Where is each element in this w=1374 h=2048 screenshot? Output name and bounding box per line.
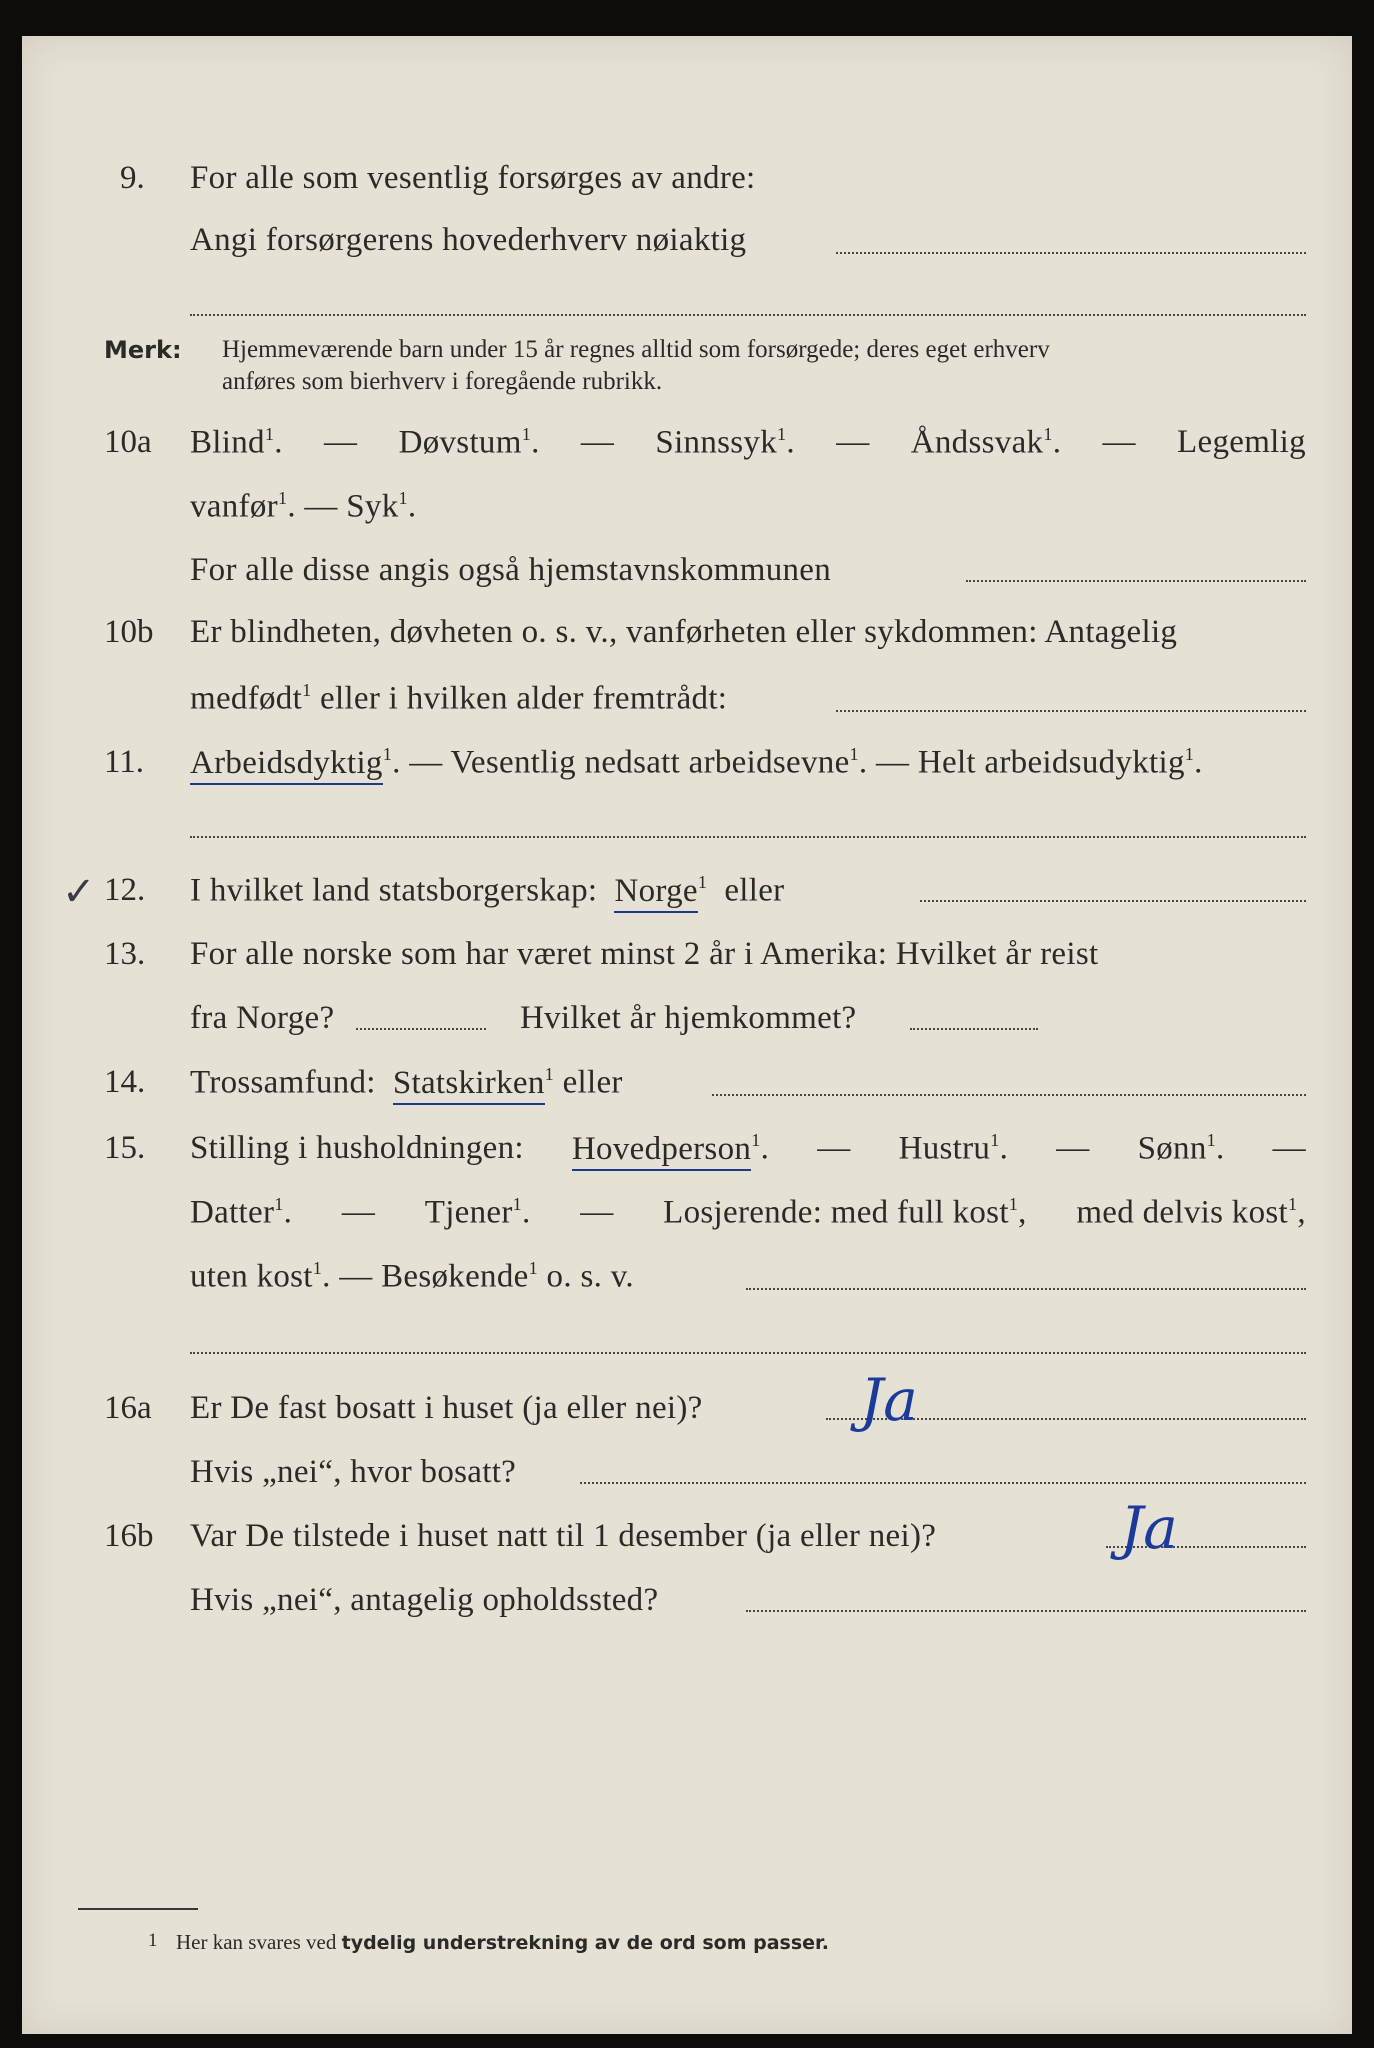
q16b-number: 16b [104, 1518, 154, 1554]
q15-losjerende[interactable]: Losjerende: med full kost [663, 1194, 1009, 1231]
q10a-vanfor: vanfør [190, 488, 278, 525]
q11-answer-field[interactable] [190, 836, 1306, 838]
q15-sonn[interactable]: Sønn [1137, 1130, 1207, 1167]
q12-line: I hvilket land statsborgerskap: Norge$^1$ eller [190, 872, 784, 910]
q16a-bosatt-field[interactable] [580, 1482, 1306, 1484]
q15-text: Stilling i husholdningen: [190, 1130, 524, 1166]
q16b-line2: Hvis „nei“, antagelig opholdssted? [190, 1582, 659, 1618]
q11-arbeidsdyktig[interactable]: Arbeidsdyktig [190, 745, 383, 785]
q13-fra-norge: fra Norge? [190, 1000, 335, 1036]
q14-eller: eller [562, 1064, 623, 1101]
q10b-rest: eller i hvilken alder fremtrådt: [320, 680, 728, 717]
q9-line1: For alle som vesentlig forsørges av andre: [190, 160, 756, 196]
q15-answer-field[interactable] [746, 1288, 1306, 1290]
q10a-sinnssyk: Sinnssyk [655, 424, 778, 461]
merk-line1: Hjemmeværende barn under 15 år regnes alltid som forsørgede; deres eget erhverv [222, 336, 1050, 363]
q10a-line2: vanfør$^1$. — Syk$^1$. [190, 488, 417, 525]
q9-number: 9. [120, 160, 145, 196]
q14-line: Trossamfund: Statskirken$^1$ eller [190, 1064, 623, 1102]
q11-udyktig[interactable]: Helt arbeidsudyktig [917, 744, 1185, 781]
q10a-legemlig: Legemlig [1177, 424, 1306, 460]
q12-eller: eller [724, 872, 785, 909]
q12-text: I hvilket land statsborgerskap: [190, 872, 598, 909]
q10a-dovstum: Døvstum [398, 424, 522, 461]
check-mark-icon: ✓ [62, 869, 96, 914]
q12-norge[interactable]: Norge [614, 873, 697, 913]
q10b-line2: medfødt$^1$ eller i hvilken alder fremtrådt: [190, 680, 728, 717]
footnote-bold: tydelig understrekning av de ord som passer. [341, 1932, 829, 1954]
q13-line1: For alle norske som har været minst 2 år i Amerika: Hvilket år reist [190, 936, 1099, 972]
q15-osv: o. s. v. [546, 1258, 634, 1295]
q16b-opholdssted-field[interactable] [746, 1610, 1306, 1612]
q15-number: 15. [104, 1130, 146, 1166]
q10a-answer-field[interactable] [966, 580, 1306, 582]
q12-number: 12. [104, 872, 146, 908]
q9-line2: Angi forsørgerens hovederhverv nøiaktig [190, 222, 747, 258]
q16a-line1: Er De fast bosatt i huset (ja eller nei)? [190, 1390, 703, 1426]
q15-hovedperson[interactable]: Hovedperson [572, 1131, 751, 1171]
q9-answer-field[interactable] [836, 252, 1306, 254]
q16a-line2: Hvis „nei“, hvor bosatt? [190, 1454, 517, 1490]
q10b-answer-field[interactable] [836, 710, 1306, 712]
q10b-medfodt: medfødt [190, 680, 303, 717]
q10a-syk: Syk [346, 488, 399, 525]
q15-uten-kost[interactable]: uten kost [190, 1258, 313, 1295]
q11-nedsatt[interactable]: Vesentlig nedsatt arbeidsevne [450, 744, 850, 781]
q13-hjemkommet: Hvilket år hjemkommet? [520, 1000, 857, 1036]
q15-delvis-kost[interactable]: med delvis kost [1076, 1194, 1288, 1231]
q13-number: 13. [104, 936, 146, 972]
footnote-rule [78, 1908, 198, 1910]
merk-line2: anføres som bierhverv i foregående rubrikk. [222, 368, 663, 395]
q15-line3: uten kost$^1$. — Besøkende$^1$ o. s. v. [190, 1258, 634, 1295]
q15-besokende[interactable]: Besøkende [381, 1258, 529, 1295]
q14-statskirken[interactable]: Statskirken [393, 1065, 545, 1105]
q16a-handwritten-answer: Ja [860, 1366, 918, 1434]
q15-line2: Datter$^1$. — Tjener$^1$. — Losjerende: med full kost$^1$, med delvis kost$^1$, [190, 1194, 1306, 1231]
q16b-line1: Var De tilstede i huset natt til 1 desember (ja eller nei)? [190, 1518, 937, 1554]
q14-answer-field[interactable] [712, 1094, 1306, 1096]
q11-number: 11. [104, 744, 145, 780]
q9-answer-field-2[interactable] [190, 314, 1306, 316]
q10b-line1: Er blindheten, døvheten o. s. v., vanførheten eller sykdommen: Antagelig [190, 614, 1178, 650]
q10b-number: 10b [104, 614, 154, 650]
q10a-line1: Blind$^1$. — Døvstum$^1$. — Sinnssyk$^1$. — Åndssvak$^1$. — Legemlig [190, 424, 1306, 461]
q15-answer-field-2[interactable] [190, 1352, 1306, 1354]
q10a-number: 10a [104, 424, 152, 460]
footnote-text [176, 1930, 829, 1955]
q15-line1: Stilling i husholdningen: Hovedperson$^1$. — Hustru$^1$. — Sønn$^1$. — [190, 1130, 1306, 1168]
q11-line: Arbeidsdyktig$^1$. — Vesentlig nedsatt arbeidsevne$^1$. — Helt arbeidsudyktig$^1$. [190, 744, 1203, 782]
q13-hjemkommet-field[interactable] [910, 1028, 1038, 1030]
q15-datter[interactable]: Datter [190, 1194, 275, 1231]
q16b-handwritten-answer: Ja [1120, 1494, 1178, 1562]
q15-hustru[interactable]: Hustru [898, 1130, 991, 1167]
q12-answer-field[interactable] [920, 900, 1306, 902]
q13-reist-field[interactable] [356, 1028, 486, 1030]
q10a-blind: Blind [190, 424, 265, 461]
q14-number: 14. [104, 1064, 146, 1100]
footnote-pre: Her kan svares ved [176, 1930, 337, 1954]
q14-text: Trossamfund: [190, 1064, 376, 1101]
footnote-mark: 1 [148, 1930, 158, 1951]
merk-label: Merk: [104, 336, 182, 364]
q10a-line3: For alle disse angis også hjemstavnskommunen [190, 552, 832, 588]
q15-tjener[interactable]: Tjener [424, 1194, 513, 1231]
q10a-andssvak: Åndssvak [910, 424, 1044, 461]
q16a-number: 16a [104, 1390, 152, 1426]
